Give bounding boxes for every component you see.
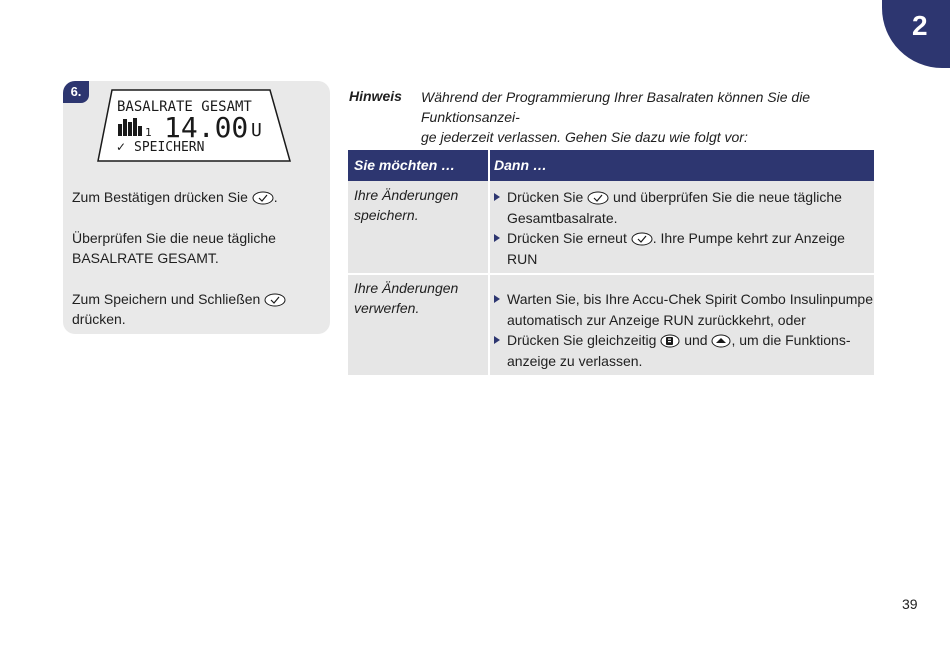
- display-line1: BASALRATE GESAMT: [117, 99, 252, 115]
- bullet-item: Warten Sie, bis Ihre Accu-Chek Spirit Combo Insulinpumpe automatisch zur Anzeige RUN zurückkehrt, oder: [494, 289, 874, 330]
- profile-number: 1: [145, 126, 152, 139]
- bullet-item: Drücken Sie und überprüfen Sie die neue tägliche Gesamtbasalrate.: [494, 187, 874, 228]
- row-want: Ihre Änderungen speichern.: [354, 187, 459, 223]
- display-check: ✓: [116, 140, 127, 154]
- table-header: [348, 150, 874, 181]
- column-divider: [488, 150, 490, 375]
- bullet-triangle-icon: [494, 295, 500, 303]
- header-want: Sie möchten …: [354, 157, 456, 173]
- bullet-triangle-icon: [494, 336, 500, 344]
- bullet-triangle-icon: [494, 193, 500, 201]
- up-button-icon: [711, 334, 731, 348]
- bullet-item: Drücken Sie erneut . Ihre Pumpe kehrt zur Anzeige RUN: [494, 228, 874, 290]
- display-value: 14.00: [164, 111, 249, 144]
- hint-label: Hinweis: [349, 88, 402, 104]
- check-button-icon: [264, 293, 286, 307]
- table-row: [348, 181, 874, 273]
- hint-text: Während der Programmierung Ihrer Basalraten können Sie die Funktionsanzei- ge jederzeit verlassen. Gehen Sie dazu wie folgt vor:: [421, 89, 811, 145]
- check-button-icon: [252, 191, 274, 205]
- menu-button-icon: [660, 334, 680, 348]
- check-button-icon: [631, 232, 653, 246]
- pump-display: [96, 89, 292, 163]
- step-number-badge: 6.: [63, 81, 89, 103]
- step-instruction-save: Zum Speichern und Schließen drücken.: [72, 289, 322, 329]
- bullet-item: Drücken Sie gleichzeitig und , um die Funktions- anzeige zu verlassen.: [494, 330, 874, 371]
- display-line3: SPEICHERN: [134, 140, 205, 155]
- display-unit: U: [251, 120, 262, 141]
- chapter-number: 2: [912, 10, 928, 41]
- row-want: Ihre Änderungen verwerfen.: [354, 280, 459, 316]
- step-instruction-confirm: Zum Bestätigen drücken Sie .: [72, 189, 278, 205]
- table-row: [348, 275, 874, 375]
- header-then: Dann …: [494, 157, 547, 173]
- step-instruction-check: Überprüfen Sie die neue tägliche BASALRATE GESAMT.: [72, 230, 276, 266]
- page-number: 39: [902, 596, 918, 612]
- check-button-icon: [587, 191, 609, 205]
- bullet-triangle-icon: [494, 234, 500, 242]
